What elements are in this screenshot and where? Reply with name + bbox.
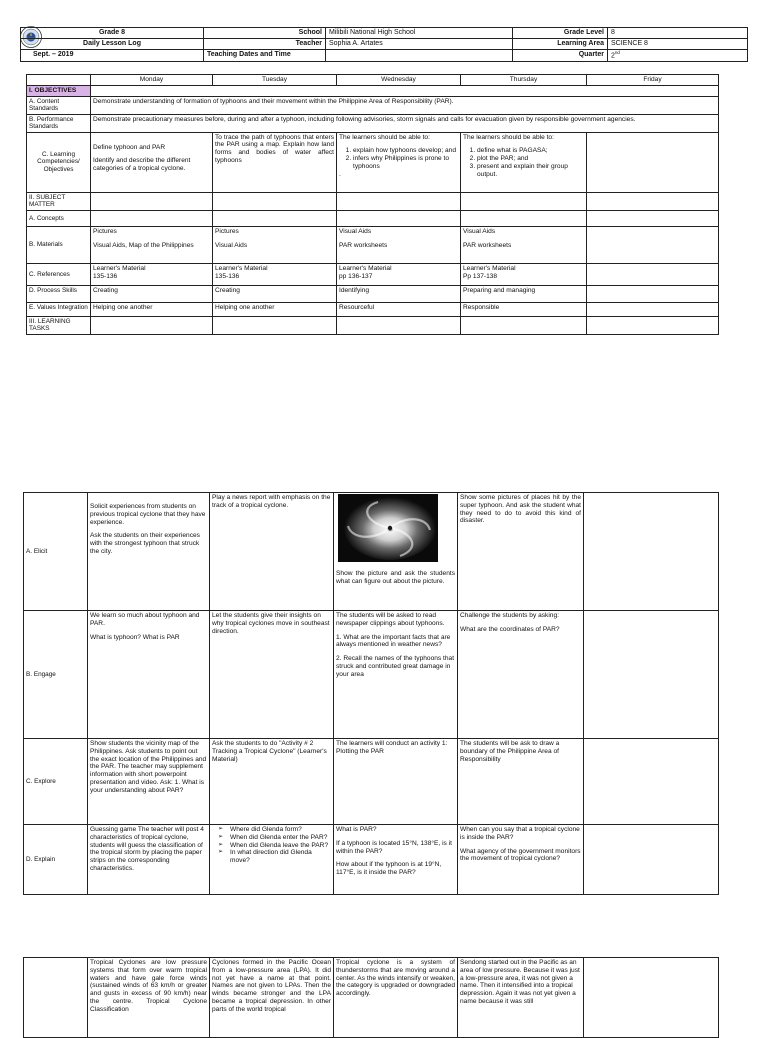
concepts-label: A. Concepts xyxy=(27,210,91,226)
material-item: Visual Aids xyxy=(339,227,372,235)
explain-thursday xyxy=(458,825,584,895)
quarter-number: 2 xyxy=(611,52,615,60)
engage-thu-2: What are the coordinates of PAR? xyxy=(460,625,560,633)
performance-standards-text: Demonstrate precautionary measures before, during and after a typhoon, including following advisories, storm signals and calls for evacuation given by responsible government agencies. xyxy=(91,114,719,132)
reference-title: Learner's Material xyxy=(463,264,516,272)
typhoon-satellite-image xyxy=(338,494,438,562)
material-item: Visual Aids xyxy=(463,227,496,235)
explain-tuesday xyxy=(210,825,334,895)
process-wednesday: Identifying xyxy=(337,285,461,302)
subject-matter-heading: II. SUBJECT MATTER xyxy=(27,192,91,210)
performance-standards-label: B. Performance Standards xyxy=(27,114,91,132)
engage-thu-1: Challenge the students by asking: xyxy=(460,612,559,619)
quarter-suffix: nd xyxy=(614,50,620,55)
elaborate-thursday: Sendong started out in the Pacific as an area of low pressure. Because it was just a low-pressure area, it was not given a name. Then it intensified into a tropical depression. Again it was not yet given a name because it was still xyxy=(458,958,584,1038)
content-standards-label: A. Content Standards xyxy=(27,96,91,114)
explain-wed-1: What is PAR? xyxy=(336,826,377,833)
competency-wed-list xyxy=(339,147,458,170)
engage-wed-1: The students will be asked to read newspaper clippings about typhoons. xyxy=(336,612,445,627)
day-header-friday: Friday xyxy=(587,75,719,86)
learning-area-label: Learning Area xyxy=(513,39,608,50)
date-value: Sept. – 2019 xyxy=(21,50,204,62)
explore-wednesday: The learners will conduct an activity 1: Plotting the PAR xyxy=(334,739,458,825)
engage-tuesday: Let the students give their insights on why tropical cyclones move in southeast direction. xyxy=(210,611,334,739)
lesson-table-top xyxy=(26,74,719,335)
explore-monday: Show students the vicinity map of the Philippines. Ask students to point out the exact location of the Philippines and the PAR. The teacher may supplement information with short powerpoint presentation and video. Ask: 1. What is your understanding about PAR? xyxy=(88,739,210,825)
dates-label: Teaching Dates and Time xyxy=(204,50,326,62)
learning-area-value: SCIENCE 8 xyxy=(608,39,748,50)
log-title: Daily Lesson Log xyxy=(21,39,204,50)
values-tuesday: Helping one another xyxy=(213,302,337,316)
values-wednesday: Resourceful xyxy=(337,302,461,316)
explain-label: D. Explain xyxy=(24,825,88,895)
explain-thu-1: When can you say that a tropical cyclone is inside the PAR? xyxy=(460,826,580,841)
competency-wed-intro: The learners should be able to: xyxy=(339,133,430,141)
materials-wednesday xyxy=(337,226,461,263)
process-monday: Creating xyxy=(91,285,213,302)
process-tuesday: Creating xyxy=(213,285,337,302)
explore-tuesday: Ask the students to do "Activity # 2 Tracking a Tropical Cyclone" (Learner's Material) xyxy=(210,739,334,825)
explain-tue-item: ➢ Where did Glenda form? xyxy=(218,826,331,834)
elicit-mon-2: Ask the students on their experiences with the strongest typhoon that struck the city. xyxy=(90,532,200,555)
engage-thursday xyxy=(458,611,584,739)
elicit-monday xyxy=(88,493,210,611)
engage-wed-2: 1. What are the important facts that are always mentioned in weather news? xyxy=(336,633,451,649)
elicit-tuesday: Play a news report with emphasis on the track of a tropical cyclone. xyxy=(210,493,334,611)
day-header-monday: Monday xyxy=(91,75,213,86)
values-thursday: Responsible xyxy=(461,302,587,316)
explain-monday: Guessing game The teacher will post 4 characteristics of tropical cyclone, students will guess the classification of the tropical storm by placing the paper strips on the corresponding characteristics. xyxy=(88,825,210,895)
materials-thursday xyxy=(461,226,587,263)
values-label: E. Values Integration xyxy=(27,302,91,316)
reference-title: Learner's Material xyxy=(215,264,268,272)
day-header-wednesday: Wednesday xyxy=(337,75,461,86)
elaborate-monday: Tropical Cyclones are low pressure systems that form over warm tropical waters and have gale force winds (sustained winds of 63 km/h or greater and gusts in excess of 90 km/h) near the centre. Tropical Cyclone Classification xyxy=(88,958,210,1038)
school-label: School xyxy=(204,28,326,39)
explain-wed-2: If a typhoon is located 15°N, 138°E, is it within the PAR? xyxy=(336,839,452,855)
elaborate-tuesday: Cyclones formed in the Pacific Ocean from a low-pressure area (LPA). It did not yet have a name at that point. Names are not given to LPAs. Then the winds became stronger and the LPA became a tropical depression. In other parts of the world tropical xyxy=(210,958,334,1038)
lesson-table-middle xyxy=(23,492,719,895)
references-tuesday xyxy=(213,263,337,285)
elicit-wednesday xyxy=(334,493,458,611)
competencies-tuesday: To trace the path of typhoons that enters the PAR using a map. Explain how land forms and bodies of water affect typhoons xyxy=(213,132,337,192)
materials-label: B. Materials xyxy=(27,226,91,263)
explain-tue-item: ➢ In what direction did Glenda move? xyxy=(218,849,331,865)
grade-level-value: 8 xyxy=(608,28,748,39)
material-item: PAR worksheets xyxy=(463,241,512,249)
competencies-monday xyxy=(91,132,213,192)
teacher-label: Teacher xyxy=(204,39,326,50)
teacher-value: Sophia A. Artates xyxy=(326,39,513,50)
engage-mon-2: What is typhoon? What is PAR xyxy=(90,633,180,641)
competency-thu-item: 1. define what is PAGASA; xyxy=(477,147,584,155)
material-item: Visual Aids, Map of the Philippines xyxy=(93,241,194,249)
competency-wed-item: 2. infers why Philippines is prone to typhoons xyxy=(353,155,458,171)
material-item: Pictures xyxy=(215,227,239,235)
references-thursday xyxy=(461,263,587,285)
materials-tuesday xyxy=(213,226,337,263)
competencies-wednesday xyxy=(337,132,461,192)
competency-wed-dot: . xyxy=(339,170,341,178)
explain-tue-list xyxy=(212,826,331,865)
competency-thu-item: 2. plot the PAR; and xyxy=(477,155,584,163)
reference-pages: 135-136 xyxy=(93,272,118,280)
engage-wed-3: 2. Recall the names of the typhoons that struck and contributed great damage in your area xyxy=(336,655,455,678)
explore-thursday: The students will be ask to draw a boundary of the Philippine Area of Responsibility xyxy=(458,739,584,825)
materials-monday xyxy=(91,226,213,263)
header-table xyxy=(20,27,748,62)
engage-mon-1: We learn so much about typhoon and PAR. xyxy=(90,612,200,627)
objectives-heading: I. OBJECTIVES xyxy=(27,85,91,96)
school-value: Milibili National High School xyxy=(326,28,513,39)
process-skills-label: D. Process Skills xyxy=(27,285,91,302)
quarter-value xyxy=(608,50,748,62)
elicit-mon-1: Solicit experiences from students on previous tropical cyclone that they have experience. xyxy=(90,503,206,526)
explain-tue-item: ➢ When did Glenda enter the PAR? xyxy=(218,834,331,842)
quarter-label: Quarter xyxy=(513,50,608,62)
material-item: Visual Aids xyxy=(215,241,248,249)
competencies-thursday xyxy=(461,132,587,192)
day-header-tuesday: Tuesday xyxy=(213,75,337,86)
grade-level-label: Grade Level xyxy=(513,28,608,39)
references-wednesday xyxy=(337,263,461,285)
explore-label: C. Explore xyxy=(24,739,88,825)
explain-wednesday xyxy=(334,825,458,895)
reference-title: Learner's Material xyxy=(339,264,392,272)
elaborate-wednesday: Tropical cyclone is a system of thunderstorms that are moving around a center. As the winds intensify or weaken, the category is upgraded or downgraded accordingly. xyxy=(334,958,458,1038)
content-standards-text: Demonstrate understanding of formation of typhoons and their movement within the Philippine Area of Responsibility (PAR). xyxy=(91,96,719,114)
competency-mon-1: Define typhoon and PAR xyxy=(93,143,166,151)
engage-monday xyxy=(88,611,210,739)
day-header-thursday: Thursday xyxy=(461,75,587,86)
reference-pages: pp 136-137 xyxy=(339,272,373,280)
explain-thu-2: What agency of the government monitors the movement of tropical cyclone? xyxy=(460,847,581,863)
competency-thu-list xyxy=(463,147,584,178)
engage-wednesday xyxy=(334,611,458,739)
elicit-thursday: Show some pictures of places hit by the super typhoon. And ask the student what they need to do to avoid this kind of disaster. xyxy=(458,493,584,611)
explain-tue-item: ➢ When did Glenda leave the PAR? xyxy=(218,842,331,850)
elicit-wed-text: Show the picture and ask the students what can figure out about the picture. xyxy=(336,570,455,585)
elaborate-label xyxy=(24,958,88,1038)
explain-wed-3: How about if the typhoon is at 19°N, 117°E, is it inside the PAR? xyxy=(336,861,442,877)
elicit-label: A. Elicit xyxy=(24,493,88,611)
competency-mon-2: Identify and describe the different categories of a tropical cyclone. xyxy=(93,157,191,173)
values-monday: Helping one another xyxy=(91,302,213,316)
reference-pages: 135-136 xyxy=(215,272,240,280)
dates-value xyxy=(326,50,513,62)
competency-wed-item: 1. explain how typhoons develop; and xyxy=(353,147,458,155)
material-item: PAR worksheets xyxy=(339,241,388,249)
lesson-table-bottom xyxy=(23,957,719,1038)
reference-pages: Pp 137-138 xyxy=(463,272,498,280)
competency-thu-intro: The learners should be able to: xyxy=(463,133,554,141)
process-thursday: Preparing and managing xyxy=(461,285,587,302)
grade-title: Grade 8 xyxy=(21,28,204,39)
learning-tasks-heading: III. LEARNING TASKS xyxy=(27,316,91,334)
competency-thu-item: 3. present and explain their group output. xyxy=(477,163,584,179)
engage-label: B. Engage xyxy=(24,611,88,739)
references-monday xyxy=(91,263,213,285)
references-label: C. References xyxy=(27,263,91,285)
reference-title: Learner's Material xyxy=(93,264,146,272)
competencies-label: C. Learning Competencies/ Objectives xyxy=(27,132,91,192)
material-item: Pictures xyxy=(93,227,117,235)
